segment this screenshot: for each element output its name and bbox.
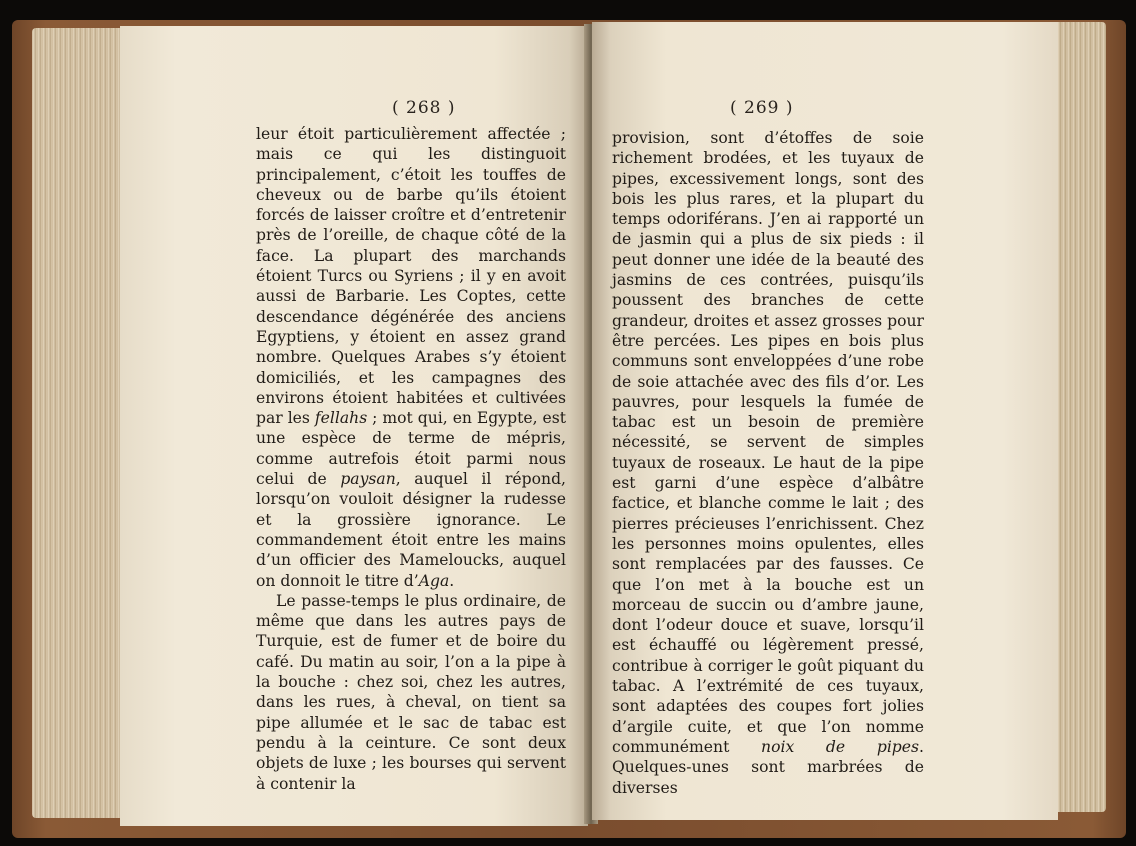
- italic-term-fellahs: fellahs: [314, 409, 368, 428]
- right-paragraph-1: [612, 128, 924, 798]
- text-run: . Quelques-unes sont marbrées de diverses: [612, 737, 924, 797]
- italic-term-paysan: paysan: [340, 470, 396, 489]
- page-edges-right: [1052, 22, 1106, 812]
- left-page-text: [256, 124, 566, 794]
- text-run: ; mot qui, en Egypte, est une espèce de terme de mépris, comme autrefois étoit parmi nous celui de: [256, 409, 566, 489]
- text-run: , auquel il répond, lorsqu’on vouloit désigner la rudesse et la grossière ignorance. Le commandement étoit entre les mains d’un officier des Mameloucks, auquel on donnoit le titre d’: [256, 470, 567, 590]
- right-page-text: [612, 128, 924, 798]
- left-paragraph-1: [256, 124, 566, 591]
- right-page: [592, 22, 1058, 820]
- italic-term-aga: Aga: [418, 571, 450, 590]
- left-page-number: ( 268 ): [392, 98, 456, 118]
- text-run: leur étoit particulièrement affectée ; mais ce qui les distinguoit principalement, c’étoit les touffes de cheveux ou de barbe qu’ils étoient forcés de laisser croître et d’entretenir près de l’oreille, de chaque côté de la face. La plupart des marchands étoient Turcs ou Syriens ; il y en avoit aussi de Barbarie. Les Coptes, cette descendance dégénérée des anciens Egyptiens, y étoient en assez grand nombre. Quelques Arabes s’y étoient domiciliés, et les campagnes des environs étoient habitées et cultivées par les: [256, 125, 566, 428]
- left-paragraph-2: Le passe-temps le plus ordinaire, de même que dans les autres pays de Turquie, est de fumer et de boire du café. Du matin au soir, l’on a la pipe à la bouche : chez soi, chez les autres, dans les rues, à cheval, on tient sa pipe allumée et le sac de tabac est pendu à la ceinture. Ce sont deux objets de luxe ; les bourses qui servent à contenir la: [256, 591, 566, 793]
- text-run: .: [449, 571, 455, 590]
- page-edges-left: [32, 28, 124, 818]
- italic-term-noix-de-pipes: noix de pipes: [761, 737, 920, 756]
- right-page-number: ( 269 ): [730, 98, 794, 118]
- text-run: provision, sont d’étoffes de soie richement brodées, et les tuyaux de pipes, excessivement longs, sont des bois les plus rares, et la plupart du temps odoriférans. J’en ai rapporté un de jasmin qui a plus de six pieds : il peut donner une idée de la beauté des jasmins de ces contrées, puisqu’ils poussent des branches de cette grandeur, droites et assez grosses pour être percées. Les pipes en bois plus communs sont enveloppées d’une robe de soie attachée avec des fils d’or. Les pauvres, pour lesquels la fumée de tabac est un besoin de première nécessité, se servent de simples tuyaux de roseaux. Le haut de la pipe est garni d’une espèce d’albâtre factice, et blanche comme le lait ; des pierres précieuses l’enrichissent. Chez les personnes moins opulentes, elles sont remplacées par des fausses. Ce que l’on met à la bouche est un morceau de succin ou d’ambre jaune, dont l’odeur douce et suave, lorsqu’il est échauffé ou légèrement pressé, contribue à corriger le goût piquant du tabac. A l’extrémité de ces tuyaux, sont adaptées des coupes fort jolies d’argile cuite, et que l’on nomme communément: [612, 129, 924, 756]
- left-page: [120, 26, 588, 826]
